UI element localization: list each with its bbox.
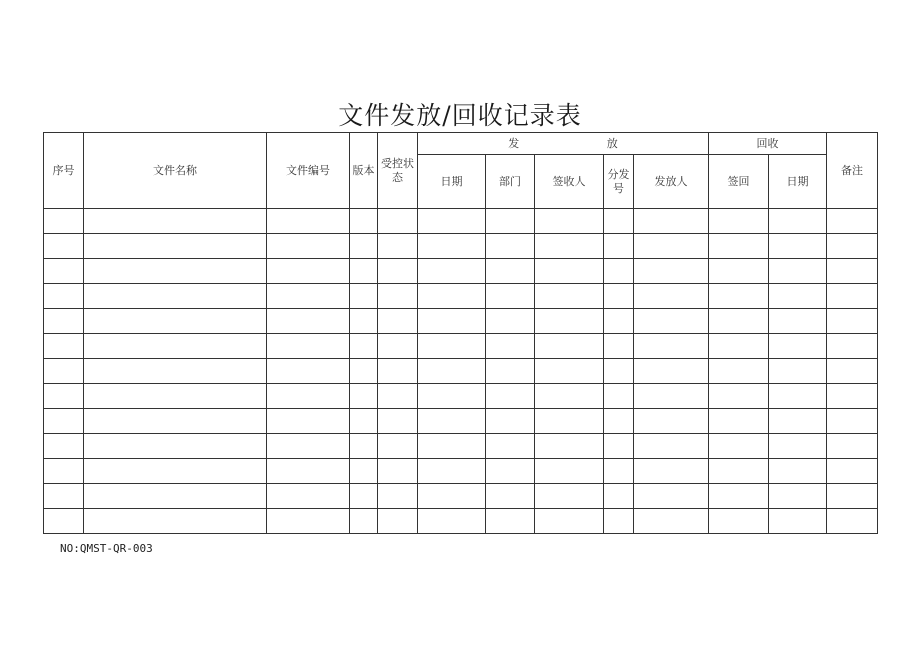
- table-cell[interactable]: [604, 284, 634, 309]
- header-version: 版本: [350, 133, 378, 209]
- page-title: 文件发放/回收记录表: [338, 101, 582, 130]
- table-row: [44, 284, 878, 309]
- table-cell[interactable]: [267, 459, 350, 484]
- table-cell[interactable]: [604, 209, 634, 234]
- table-cell[interactable]: [44, 409, 84, 434]
- table-cell[interactable]: [267, 334, 350, 359]
- header-row-1: [44, 133, 878, 155]
- table-cell[interactable]: [486, 384, 535, 409]
- table-cell[interactable]: [827, 359, 878, 384]
- table-cell[interactable]: [535, 459, 604, 484]
- header-control-status: 受控状态: [378, 133, 418, 209]
- table-cell[interactable]: [709, 234, 769, 259]
- table-cell[interactable]: [634, 209, 709, 234]
- table-cell[interactable]: [634, 459, 709, 484]
- table-cell[interactable]: [84, 484, 267, 509]
- table-cell[interactable]: [604, 309, 634, 334]
- table-cell[interactable]: [769, 259, 827, 284]
- table-cell[interactable]: [267, 234, 350, 259]
- table-cell[interactable]: [418, 509, 486, 534]
- table-cell[interactable]: [267, 509, 350, 534]
- table-cell[interactable]: [378, 484, 418, 509]
- table-row: [44, 259, 878, 284]
- form-code: NO:QMST-QR-003: [60, 542, 153, 555]
- table-cell[interactable]: [535, 334, 604, 359]
- table-cell[interactable]: [769, 359, 827, 384]
- table-cell[interactable]: [604, 334, 634, 359]
- header-receiver: 签收人: [535, 155, 604, 209]
- table-cell[interactable]: [44, 209, 84, 234]
- table-cell[interactable]: [769, 459, 827, 484]
- table-cell[interactable]: [84, 384, 267, 409]
- table-cell[interactable]: [267, 209, 350, 234]
- table-cell[interactable]: [84, 234, 267, 259]
- header-date: 日期: [418, 155, 486, 209]
- record-table: [43, 132, 878, 534]
- table-cell[interactable]: [486, 459, 535, 484]
- table-cell[interactable]: [709, 509, 769, 534]
- table-cell[interactable]: [486, 284, 535, 309]
- table-cell[interactable]: [267, 284, 350, 309]
- table-cell[interactable]: [84, 509, 267, 534]
- table-cell[interactable]: [604, 409, 634, 434]
- table-cell[interactable]: [535, 409, 604, 434]
- table-cell[interactable]: [634, 434, 709, 459]
- table-cell[interactable]: [267, 434, 350, 459]
- table-cell[interactable]: [535, 484, 604, 509]
- table-row: [44, 459, 878, 484]
- header-remarks: 备注: [827, 133, 878, 209]
- table-cell[interactable]: [350, 509, 378, 534]
- table-cell[interactable]: [827, 434, 878, 459]
- table-cell[interactable]: [350, 409, 378, 434]
- table-cell[interactable]: [84, 459, 267, 484]
- table-cell[interactable]: [709, 409, 769, 434]
- table-cell[interactable]: [827, 234, 878, 259]
- table-cell[interactable]: [709, 434, 769, 459]
- table-cell[interactable]: [709, 259, 769, 284]
- table-cell[interactable]: [350, 384, 378, 409]
- table-cell[interactable]: [418, 484, 486, 509]
- table-cell[interactable]: [44, 459, 84, 484]
- table-cell[interactable]: [535, 434, 604, 459]
- table-cell[interactable]: [350, 309, 378, 334]
- table-cell[interactable]: [378, 434, 418, 459]
- table-row: [44, 384, 878, 409]
- table-cell[interactable]: [769, 484, 827, 509]
- table-cell[interactable]: [827, 459, 878, 484]
- table-cell[interactable]: [769, 434, 827, 459]
- table-cell[interactable]: [84, 209, 267, 234]
- table-row: [44, 434, 878, 459]
- table-cell[interactable]: [709, 359, 769, 384]
- table-cell[interactable]: [604, 434, 634, 459]
- table-cell[interactable]: [535, 284, 604, 309]
- table-cell[interactable]: [634, 384, 709, 409]
- table-cell[interactable]: [378, 409, 418, 434]
- table-row: [44, 359, 878, 384]
- table-cell[interactable]: [418, 409, 486, 434]
- table-cell[interactable]: [827, 309, 878, 334]
- table-row: [44, 334, 878, 359]
- table-cell[interactable]: [486, 309, 535, 334]
- table-cell[interactable]: [418, 459, 486, 484]
- table-cell[interactable]: [84, 409, 267, 434]
- table-cell[interactable]: [350, 359, 378, 384]
- table-cell[interactable]: [634, 309, 709, 334]
- table-cell[interactable]: [350, 234, 378, 259]
- table-cell[interactable]: [418, 309, 486, 334]
- table-cell[interactable]: [769, 284, 827, 309]
- table-cell[interactable]: [769, 384, 827, 409]
- table-row: [44, 509, 878, 534]
- table-cell[interactable]: [84, 359, 267, 384]
- header-recall-sign: 签回: [709, 155, 769, 209]
- table-cell[interactable]: [44, 434, 84, 459]
- table-cell[interactable]: [44, 384, 84, 409]
- table-row: [44, 234, 878, 259]
- table-cell[interactable]: [418, 359, 486, 384]
- table-cell[interactable]: [827, 509, 878, 534]
- header-copy-no: 分发号: [604, 155, 634, 209]
- table-cell[interactable]: [418, 234, 486, 259]
- table-cell[interactable]: [709, 284, 769, 309]
- table-cell[interactable]: [535, 234, 604, 259]
- table-cell[interactable]: [827, 334, 878, 359]
- table-cell[interactable]: [709, 209, 769, 234]
- table-cell[interactable]: [418, 209, 486, 234]
- table-cell[interactable]: [84, 334, 267, 359]
- table-cell[interactable]: [535, 359, 604, 384]
- table-cell[interactable]: [44, 359, 84, 384]
- table-cell[interactable]: [604, 509, 634, 534]
- header-recall-date: 日期: [769, 155, 827, 209]
- table-cell[interactable]: [535, 259, 604, 284]
- table-cell[interactable]: [378, 259, 418, 284]
- header-recall-group: 回收: [709, 133, 827, 155]
- table-cell[interactable]: [44, 509, 84, 534]
- table-cell[interactable]: [418, 284, 486, 309]
- table-cell[interactable]: [769, 409, 827, 434]
- table-cell[interactable]: [827, 209, 878, 234]
- table-cell[interactable]: [769, 334, 827, 359]
- table-cell[interactable]: [634, 359, 709, 384]
- table-cell[interactable]: [418, 259, 486, 284]
- table-cell[interactable]: [267, 409, 350, 434]
- table-cell[interactable]: [84, 284, 267, 309]
- table-cell[interactable]: [827, 284, 878, 309]
- table-cell[interactable]: [84, 434, 267, 459]
- table-cell[interactable]: [267, 484, 350, 509]
- table-cell[interactable]: [350, 284, 378, 309]
- table-cell[interactable]: [535, 509, 604, 534]
- header-issue-group-label: 发 放: [508, 136, 660, 150]
- table-cell[interactable]: [418, 434, 486, 459]
- table-cell[interactable]: [486, 359, 535, 384]
- table-cell[interactable]: [350, 484, 378, 509]
- table-cell[interactable]: [267, 309, 350, 334]
- table-cell[interactable]: [769, 309, 827, 334]
- table-cell[interactable]: [769, 234, 827, 259]
- table-cell[interactable]: [486, 409, 535, 434]
- table-cell[interactable]: [378, 234, 418, 259]
- table-row: [44, 409, 878, 434]
- header-issue-group: [418, 133, 709, 155]
- table-cell[interactable]: [604, 234, 634, 259]
- table-cell[interactable]: [709, 334, 769, 359]
- table-cell[interactable]: [44, 284, 84, 309]
- table-cell[interactable]: [634, 509, 709, 534]
- table-cell[interactable]: [486, 209, 535, 234]
- table-cell[interactable]: [350, 209, 378, 234]
- table-cell[interactable]: [267, 359, 350, 384]
- table-cell[interactable]: [350, 334, 378, 359]
- table-cell[interactable]: [418, 384, 486, 409]
- header-issuer: 发放人: [634, 155, 709, 209]
- table-cell[interactable]: [604, 259, 634, 284]
- table-row: [44, 209, 878, 234]
- table-row: [44, 484, 878, 509]
- table-cell[interactable]: [44, 259, 84, 284]
- table-cell[interactable]: [378, 509, 418, 534]
- table-cell[interactable]: [418, 334, 486, 359]
- table-cell[interactable]: [709, 484, 769, 509]
- table-cell[interactable]: [267, 259, 350, 284]
- table-cell[interactable]: [827, 259, 878, 284]
- table-cell[interactable]: [350, 434, 378, 459]
- table-cell[interactable]: [486, 259, 535, 284]
- table-cell[interactable]: [535, 384, 604, 409]
- header-file-no: 文件编号: [267, 133, 350, 209]
- table-cell[interactable]: [378, 334, 418, 359]
- table-cell[interactable]: [827, 409, 878, 434]
- table-cell[interactable]: [486, 334, 535, 359]
- table-cell[interactable]: [604, 359, 634, 384]
- header-file-name: 文件名称: [84, 133, 267, 209]
- table-cell[interactable]: [44, 484, 84, 509]
- table-cell[interactable]: [709, 384, 769, 409]
- table-cell[interactable]: [535, 209, 604, 234]
- table-cell[interactable]: [827, 384, 878, 409]
- table-cell[interactable]: [84, 309, 267, 334]
- table-cell[interactable]: [267, 384, 350, 409]
- table-row: [44, 309, 878, 334]
- table-cell[interactable]: [634, 284, 709, 309]
- header-dept: 部门: [486, 155, 535, 209]
- table-cell[interactable]: [378, 284, 418, 309]
- table-cell[interactable]: [486, 484, 535, 509]
- table-cell[interactable]: [44, 234, 84, 259]
- table-cell[interactable]: [634, 234, 709, 259]
- table-cell[interactable]: [769, 509, 827, 534]
- header-seq: 序号: [44, 133, 84, 209]
- table-cell[interactable]: [827, 484, 878, 509]
- table-cell[interactable]: [486, 434, 535, 459]
- table-cell[interactable]: [378, 209, 418, 234]
- table-cell[interactable]: [378, 359, 418, 384]
- table-cell[interactable]: [634, 334, 709, 359]
- table-cell[interactable]: [378, 459, 418, 484]
- table-cell[interactable]: [486, 509, 535, 534]
- table-cell[interactable]: [378, 309, 418, 334]
- table-cell[interactable]: [44, 309, 84, 334]
- table-cell[interactable]: [44, 334, 84, 359]
- table-cell[interactable]: [350, 259, 378, 284]
- table-cell[interactable]: [84, 259, 267, 284]
- table-cell[interactable]: [535, 309, 604, 334]
- table-cell[interactable]: [634, 259, 709, 284]
- table-cell[interactable]: [769, 209, 827, 234]
- table-cell[interactable]: [709, 459, 769, 484]
- table-cell[interactable]: [378, 384, 418, 409]
- table-cell[interactable]: [709, 309, 769, 334]
- table-cell[interactable]: [634, 484, 709, 509]
- table-cell[interactable]: [604, 484, 634, 509]
- table-cell[interactable]: [350, 459, 378, 484]
- table-cell[interactable]: [604, 459, 634, 484]
- table-cell[interactable]: [604, 384, 634, 409]
- table-cell[interactable]: [486, 234, 535, 259]
- table-cell[interactable]: [634, 409, 709, 434]
